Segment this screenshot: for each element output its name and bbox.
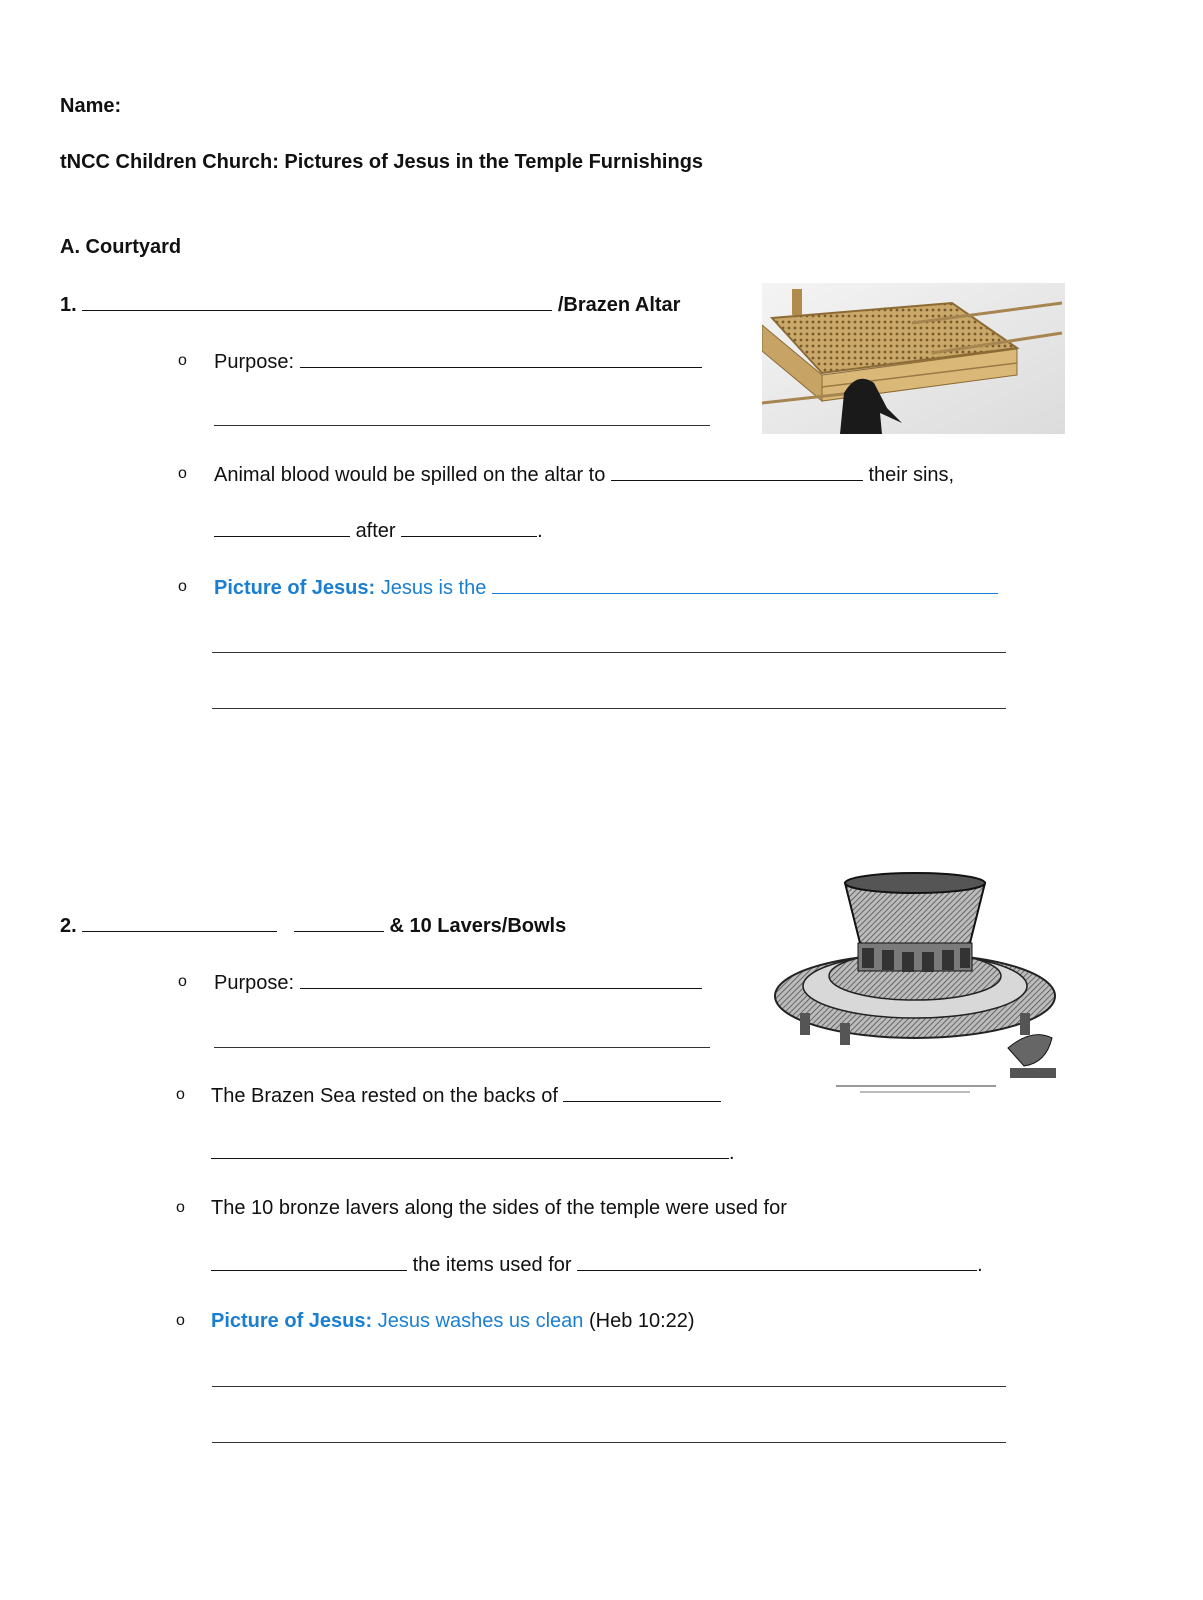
after-line <box>214 518 543 543</box>
item-1-heading <box>60 292 680 317</box>
answer-blank[interactable] <box>214 518 350 537</box>
answer-blank[interactable] <box>577 1252 977 1271</box>
purpose-line <box>214 349 702 374</box>
answer-blank[interactable] <box>492 575 998 594</box>
answer-blank[interactable] <box>294 913 384 932</box>
items-used-for-text: the items used for <box>412 1254 572 1276</box>
answer-line[interactable] <box>212 652 1006 653</box>
answer-blank[interactable] <box>211 1140 729 1159</box>
item-number: 2. <box>60 915 77 937</box>
picture-of-jesus <box>211 1309 695 1333</box>
picture-label: Picture of Jesus: <box>211 1310 373 1332</box>
period: . <box>537 520 543 542</box>
answer-blank[interactable] <box>401 518 537 537</box>
page-title: tNCC Children Church: Pictures of Jesus in the Temple Furnishings <box>60 151 704 173</box>
scripture-reference: (Heb 10:22) <box>588 1310 695 1332</box>
answer-line[interactable] <box>214 1047 710 1048</box>
answer-blank[interactable] <box>300 970 702 989</box>
answer-line[interactable] <box>214 425 710 426</box>
answer-line[interactable] <box>212 1442 1006 1443</box>
picture-of-jesus <box>214 575 998 600</box>
lavers-continuation <box>211 1252 983 1277</box>
their-sins-text: their sins, <box>868 464 955 486</box>
picture-label: Picture of Jesus: <box>214 577 376 599</box>
sea-statement <box>211 1083 721 1108</box>
purpose-line <box>214 970 702 995</box>
answer-line[interactable] <box>212 1386 1006 1387</box>
bullet-marker: o <box>176 1312 185 1329</box>
answer-blank[interactable] <box>82 913 277 932</box>
blood-text: Animal blood would be spilled on the altar to <box>214 464 606 486</box>
item-2-heading <box>60 913 566 938</box>
answer-blank[interactable] <box>300 349 702 368</box>
after-text: after <box>355 520 396 542</box>
answer-blank[interactable] <box>563 1083 721 1102</box>
bullet-marker: o <box>176 1086 185 1103</box>
item-label: & 10 Lavers/Bowls <box>389 915 567 937</box>
bullet-marker: o <box>178 352 187 369</box>
purpose-label: Purpose: <box>214 972 295 994</box>
bullet-marker: o <box>178 973 187 990</box>
name-label: Name: <box>60 95 122 117</box>
sea-continuation <box>211 1140 735 1165</box>
answer-blank[interactable] <box>211 1252 407 1271</box>
picture-text: Jesus washes us clean <box>377 1310 584 1332</box>
section-heading: A. Courtyard <box>60 236 182 258</box>
blood-statement <box>214 462 954 487</box>
bullet-marker: o <box>176 1199 185 1216</box>
period: . <box>977 1254 983 1276</box>
picture-text: Jesus is the <box>380 577 487 599</box>
item-number: 1. <box>60 294 77 316</box>
lavers-text: The 10 bronze lavers along the sides of the temple were used for <box>211 1197 787 1219</box>
sea-text: The Brazen Sea rested on the backs of <box>211 1085 558 1107</box>
item-label: /Brazen Altar <box>557 294 681 316</box>
brazen-sea-image <box>770 868 1065 1098</box>
answer-blank[interactable] <box>611 462 863 481</box>
answer-line[interactable] <box>212 708 1006 709</box>
purpose-label: Purpose: <box>214 351 295 373</box>
bullet-marker: o <box>178 465 187 482</box>
period: . <box>729 1142 735 1164</box>
brazen-altar-image <box>762 283 1065 434</box>
bullet-marker: o <box>178 578 187 595</box>
answer-blank[interactable] <box>82 292 552 311</box>
